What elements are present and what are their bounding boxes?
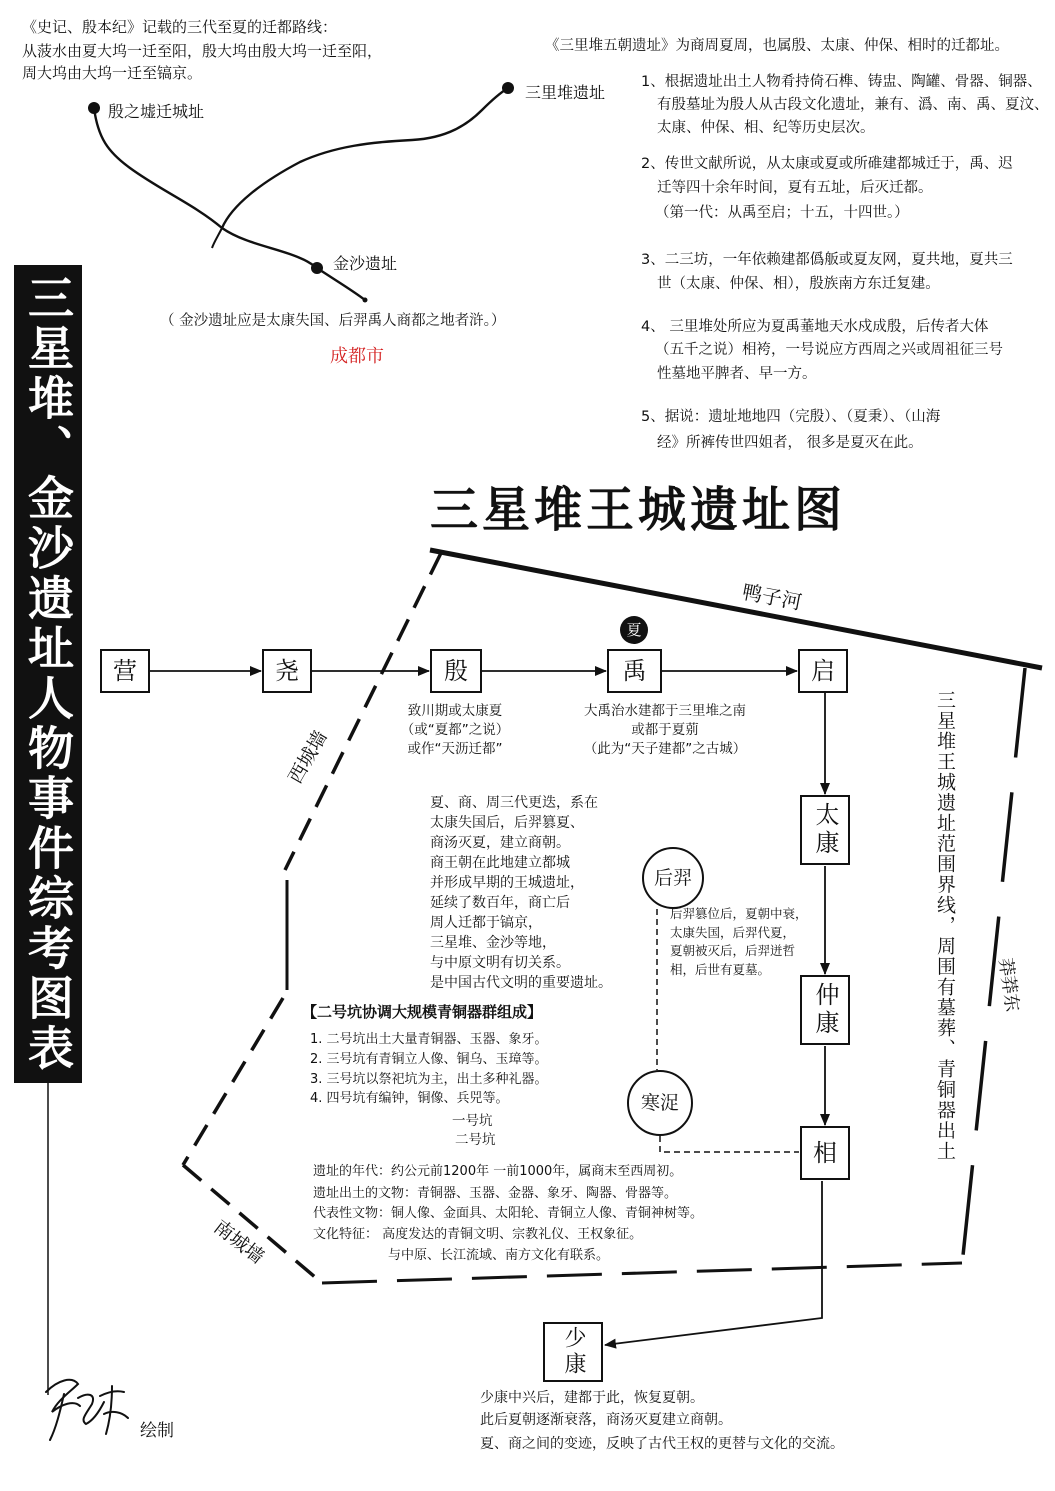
pit-one-label: 一号坑 — [452, 1113, 493, 1129]
note-item-line: 2、传世文献所说，从太康或夏或所碓建都城迁于，禹、迟 — [641, 156, 1013, 172]
note-item-line: 太康、仲保、相、纪等历史层次。 — [657, 120, 875, 136]
side-banner — [14, 265, 82, 1083]
river-line — [430, 550, 1042, 668]
figure-circle-hanzhuo — [627, 1070, 693, 1136]
center-note-line: 商王朝在此地建立都城 — [430, 855, 570, 871]
note-item-line: （第一代：从禹至启；十五，十四世。） — [655, 205, 909, 221]
note-item-line: 有殷墓址为殷人从古段文化遗址，兼有、潙、南、禹、夏汶、 — [657, 97, 1049, 113]
route-end-dot — [363, 298, 368, 303]
southwest-wall — [183, 998, 283, 1165]
east-wall-label: 莽莽东 — [994, 956, 1023, 1014]
site-dot-jinsha — [311, 262, 323, 274]
figure-label: 尧 — [275, 657, 299, 685]
figure-box-xiang — [800, 1126, 850, 1180]
figure-box-zhongkang — [800, 975, 850, 1045]
figure-label: 太康 — [811, 802, 839, 858]
figure-label: 殷 — [444, 657, 468, 685]
route-line-sanlidui — [222, 88, 508, 228]
city-label: 成都市 — [330, 346, 384, 367]
note-item-line: 世（太康、仲保、相），殷族南方东迁复建。 — [657, 276, 940, 292]
figure-label: 寒浞 — [640, 1091, 679, 1114]
note-item-line: 1、根据遗址出土人物肴持倚石榫、铸盅、陶罐、骨器、铜器、 — [641, 74, 1042, 90]
yu-note-line: 大禹治水建都于三里堆之南 — [584, 703, 746, 719]
river-label: 鸭子河 — [740, 579, 804, 615]
site-dot-sanlidui — [502, 82, 514, 94]
pit-item: 3. 三号坑以祭祀坑为主，出土多种礼器。 — [310, 1072, 548, 1087]
migration-note-line: 周大坞由大坞一迁至镐京。 — [22, 64, 203, 82]
five-dynasties-intro: 《三里堆五朝遗址》为商周夏周，也属殷、太康、仲保、相时的迁都址。 — [545, 38, 1009, 54]
pit-item: 1. 二号坑出土大量青铜器、玉器、象牙。 — [310, 1032, 548, 1047]
page-title: 三星堆王城遗址图 — [430, 482, 847, 538]
note-item-line: （五千之说）相袴，一号说应方西周之兴或周祖征三号 — [655, 342, 1003, 358]
migration-note-line: 《史记、殷本纪》记载的三代至夏的迁都路线： — [22, 18, 338, 36]
center-note-line: 三星堆、金沙等地， — [430, 935, 556, 951]
yin-note-line: 或作“天沥迁都” — [407, 741, 503, 757]
pit-item: 2. 三号坑有青铜立人像、铜乌、玉璋等。 — [310, 1052, 548, 1067]
figure-label: 启 — [811, 657, 835, 685]
migration-note-line: 从菠水由夏大坞一迁至阳，殷大坞由殷大坞一迁至阳， — [22, 42, 383, 60]
note-item-line: 5、据说：遗址地地四（完殷）、（夏秉）、（山海 — [641, 409, 941, 425]
figure-box-ying — [100, 649, 150, 693]
pit-item: 4. 四号坑有编钟，铜像、兵兕等。 — [310, 1091, 509, 1106]
figure-box-yao — [262, 649, 312, 693]
site-info-line: 文化特征： 高度发达的青铜文明、宗教礼仪、王权象征。 — [313, 1227, 643, 1242]
south-wall-label: 南城墙 — [209, 1215, 269, 1269]
site-info-line: 遗址的年代：约公元前1200年 一前1000年，属商末至西周初。 — [313, 1164, 683, 1179]
pits-heading: 【二号坑协调大规模青铜器群组成】 — [302, 1003, 543, 1021]
center-note-line: 夏、商、周三代更迭，系在 — [430, 795, 598, 811]
yu-note-line: 或都于夏莂 — [631, 722, 699, 738]
site-dot-yinxu — [88, 102, 100, 114]
bottom-boundary — [322, 1263, 962, 1283]
figure-box-yu — [607, 649, 662, 693]
site-info-line: 遗址出土的文物：青铜器、玉器、金器、象牙、陶器、骨器等。 — [313, 1186, 678, 1201]
houyi-note-line: 夏朝被灭后，后羿迸哲 — [670, 943, 796, 958]
figure-box-taikang — [800, 795, 850, 865]
figure-box-yin — [430, 649, 482, 693]
center-note-line: 与中原文明有切关系。 — [430, 955, 570, 971]
site-info-line: 与中原、长江流域、南方文化有联系。 — [388, 1248, 610, 1263]
boundary-note: 三星堆王城遗址范围界线，周围有墓葬、青铜器出土 — [934, 690, 956, 1162]
center-note-line: 并形成早期的王城遗址， — [430, 875, 584, 891]
xia-badge: 夏 — [620, 616, 648, 644]
site-label-jinsha: 金沙遗址 — [333, 254, 398, 273]
pit-two-label: 二号坑 — [455, 1132, 496, 1148]
figure-label: 相 — [813, 1139, 837, 1167]
side-banner-text: 三星堆、金沙遗址人物事件综考图表 — [21, 274, 75, 1074]
figure-label: 营 — [113, 657, 137, 685]
west-wall-label: 西城墙 — [284, 727, 332, 788]
note-item-line: 经》所裤传世四姐者， 很多是夏灭在此。 — [657, 435, 923, 451]
center-note-line: 周人迁都于镐京， — [430, 915, 542, 931]
figure-label: 少康 — [561, 1326, 586, 1378]
route-branch — [212, 228, 222, 248]
site-label-yinxu: 殷之墟迁城址 — [108, 102, 205, 121]
center-note-line: 是中国古代文明的重要遗址。 — [430, 975, 612, 991]
yu-note-line: （此为“天子建都”之古城） — [583, 741, 747, 757]
figure-box-qi — [798, 649, 848, 693]
figure-circle-houyi — [642, 847, 704, 909]
houyi-note-line: 太康失国，后羿代夏， — [670, 925, 796, 940]
figure-label: 禹 — [622, 657, 647, 685]
note-item-line: 4、 三里堆处所应为夏禹菙地天水戍成殷，后传者大体 — [641, 319, 989, 335]
center-note-line: 太康失国后，后羿篡夏、 — [430, 815, 584, 831]
yin-note-line: 致川期或太康夏 — [407, 703, 503, 719]
shaokang-note-line: 此后夏朝逐渐衰落，商汤灭夏建立商朝。 — [480, 1412, 732, 1428]
figure-box-shaokang — [543, 1322, 603, 1382]
note-item-line: 性墓地平脾者、早一方。 — [657, 366, 817, 382]
note-item-line: 迁等四十余年时间，夏有五址，后灭迁都。 — [657, 180, 933, 196]
houyi-note-line: 后羿篡位后，夏朝中衰， — [670, 906, 808, 921]
center-note-line: 商汤灭夏，建立商朝。 — [430, 835, 570, 851]
center-note-line: 延续了数百年，商亡后 — [430, 895, 570, 911]
site-info-line: 代表性文物：铜人像、金面具、太阳轮、青铜立人像、青铜神树等。 — [313, 1206, 704, 1221]
credit-label: 绘制 — [140, 1421, 174, 1441]
note-item-line: 3、二三坊，一年依赖建都僞舨或夏友网，夏共地，夏共三 — [641, 252, 1013, 268]
dashed-link-hanzhuo-xiang — [660, 1136, 799, 1152]
route-line-yinxu-jinsha — [94, 108, 365, 300]
figure-label: 仲康 — [811, 982, 839, 1038]
houyi-note-line: 相，后世有夏墓。 — [670, 962, 771, 977]
figure-label: 后羿 — [653, 866, 692, 889]
yin-note-line: （或“夏都”之说） — [400, 722, 510, 738]
shaokang-note-line: 夏、商之间的变迹，反映了古代王权的更替与文化的交流。 — [480, 1436, 844, 1452]
site-label-sanlidui: 三里堆遗址 — [525, 83, 606, 102]
shaokang-note-line: 少康中兴后，建都于此，恢复夏朝。 — [480, 1390, 704, 1406]
signature — [46, 1380, 128, 1440]
map-caption: （ 金沙遗址应是太康失国、后羿禹人商都之地者浒。） — [160, 313, 506, 329]
